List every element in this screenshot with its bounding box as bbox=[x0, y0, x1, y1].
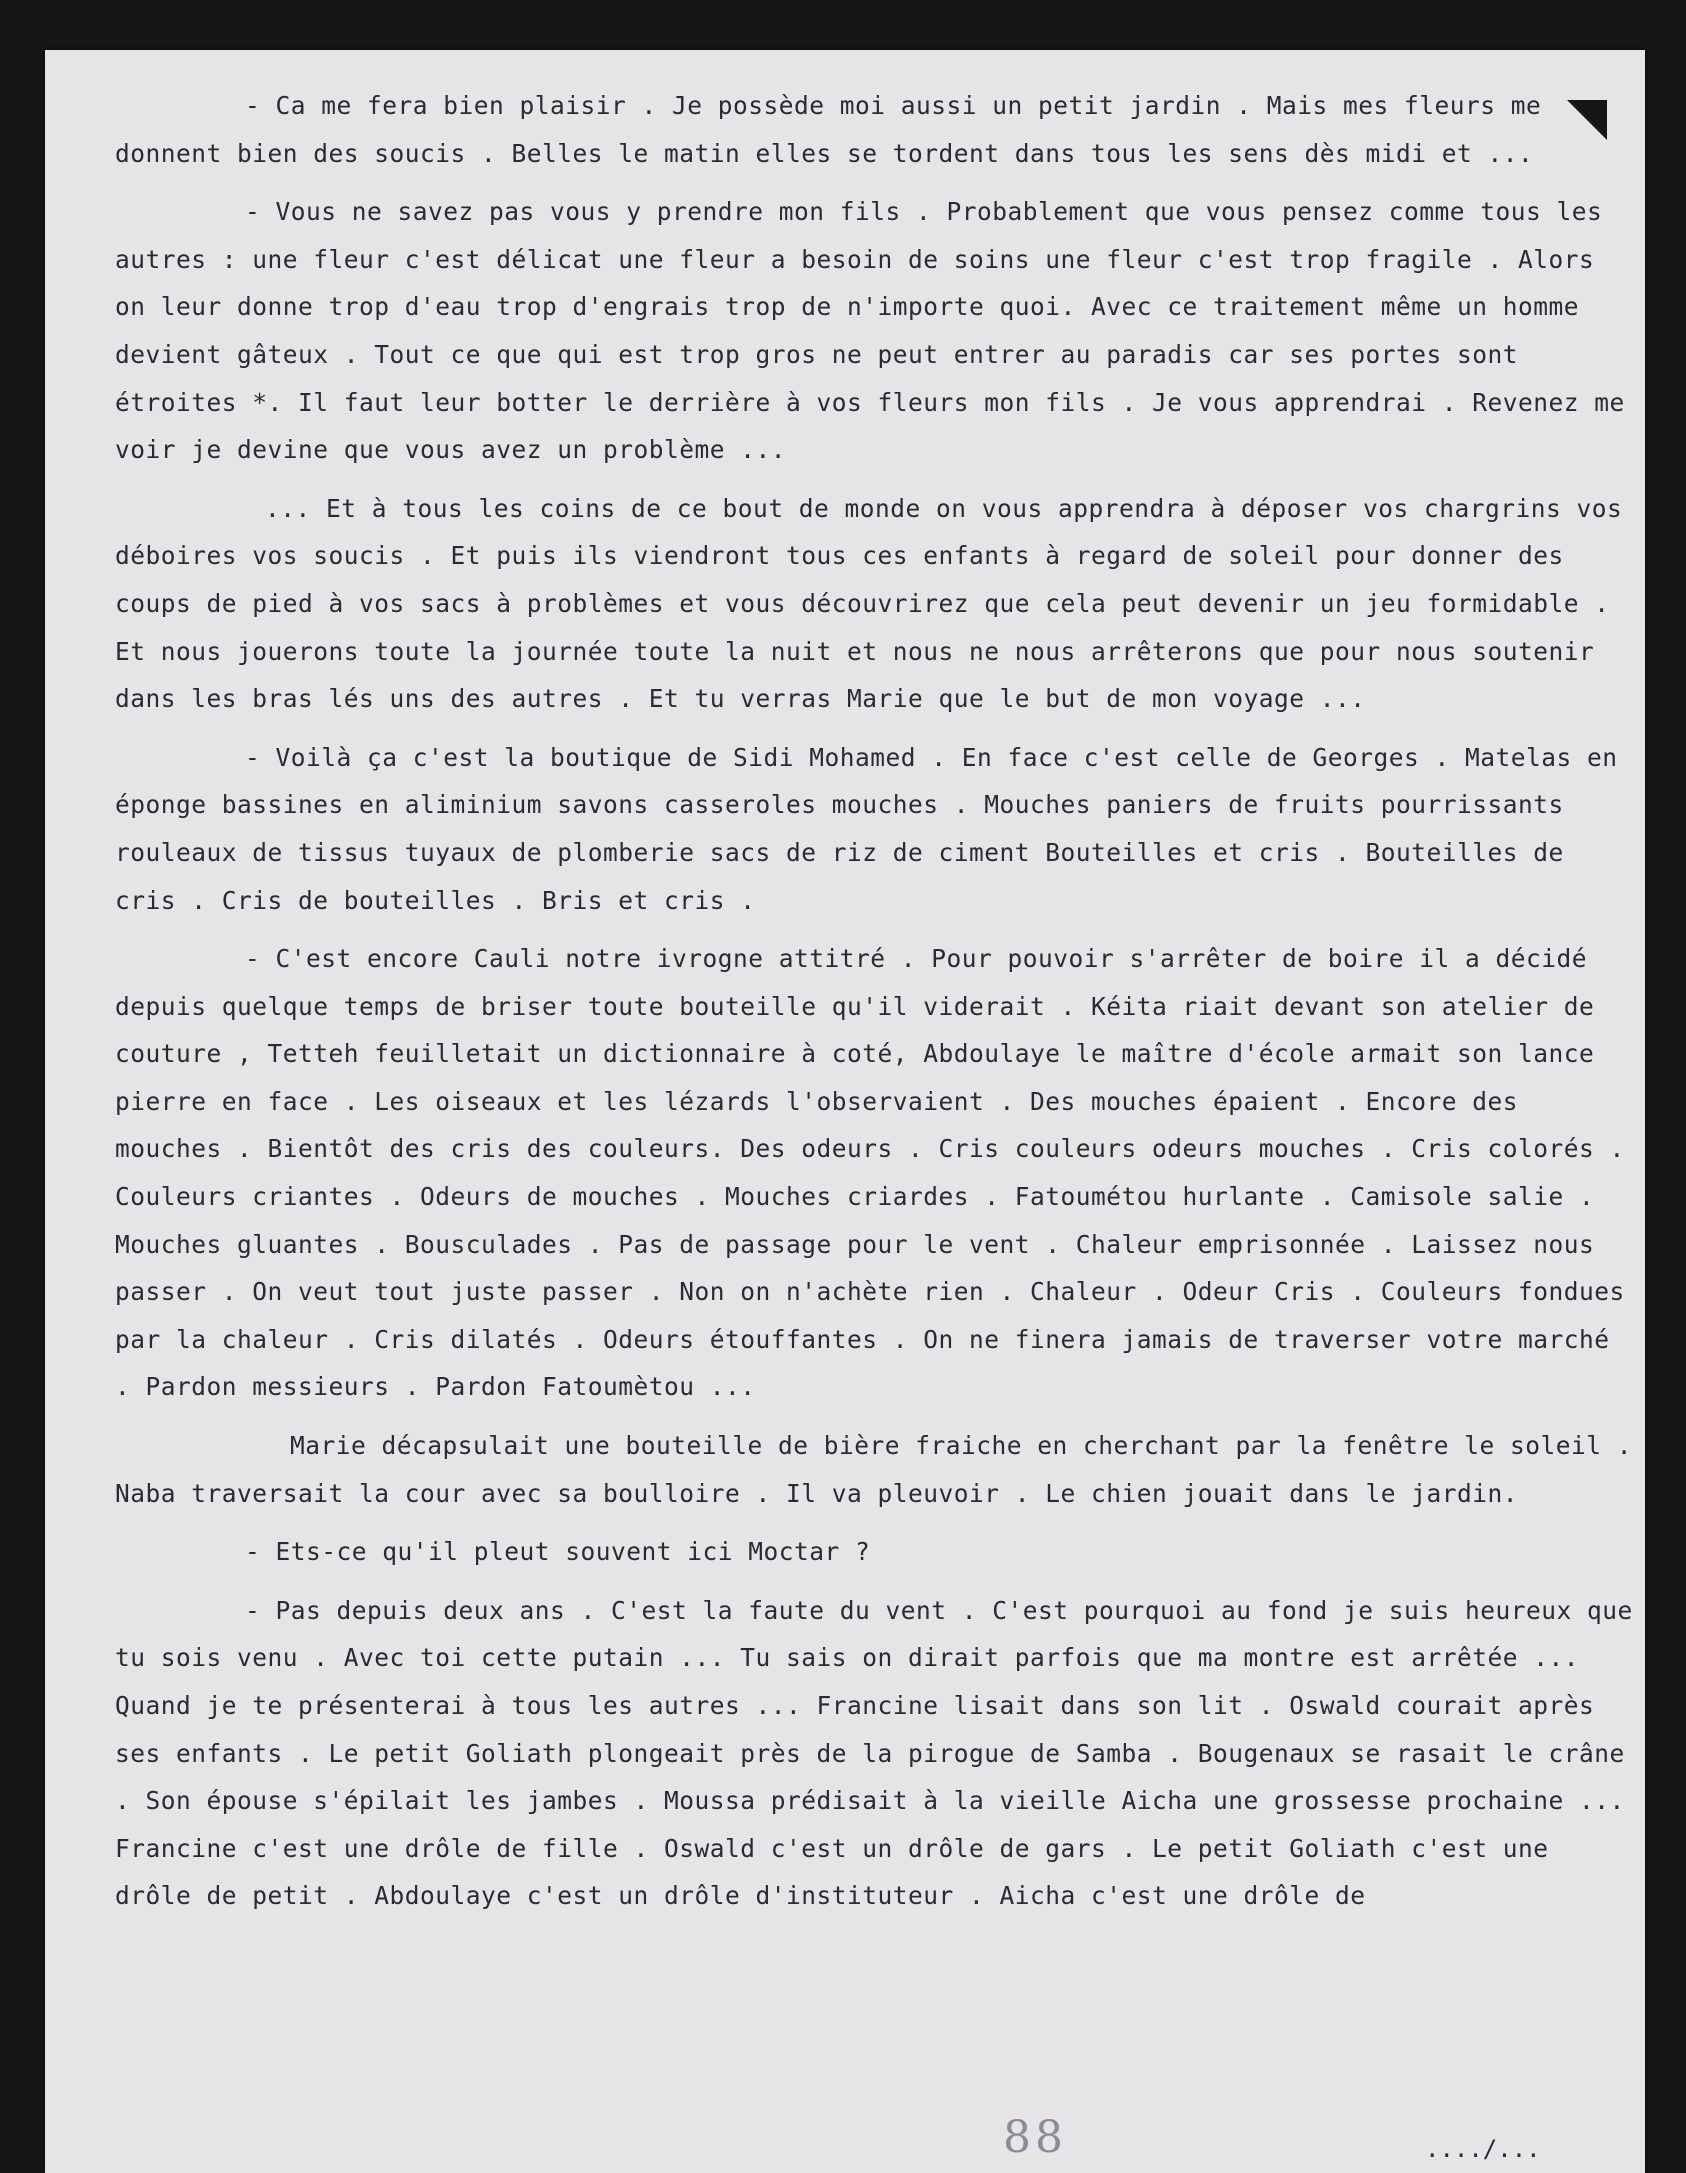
paragraph-flowers-advice: - Vous ne savez pas vous y prendre mon fils . Probablement que vous pensez comme tous les autres : une fleur c'est délicat une fleur a besoin de soins une fleur c'est trop fragile . Alors on leur donne trop d'eau trop d'engrais trop de n'importe quoi. Avec ce traitement même un homme devient gâteux . Tout ce que qui est trop gros ne peut entrer au paradis car ses portes sont étroites *. Il faut leur botter le derrière à vos fleurs mon fils . Je vous apprendrai . Revenez me voir je devine que vous avez un problème ... bbox=[115, 197, 1625, 465]
paragraph-marie-beer: Marie décapsulait une bouteille de bière fraiche en cherchant par la fenêtre le soleil . Naba traversait la cour avec sa boulloire . Il va pleuvoir . Le chien jouait dans le jardin. bbox=[115, 1431, 1633, 1508]
paragraph-rain-question: - Ets-ce qu'il pleut souvent ici Moctar ? bbox=[245, 1537, 871, 1567]
page-number: 88 bbox=[1003, 2112, 1067, 2163]
paragraph-market-crowd: - C'est encore Cauli notre ivrogne attitré . Pour pouvoir s'arrêter de boire il a décidé depuis quelque temps de briser toute bouteille qu'il viderait . Kéita riait devant son atelier de couture , Tetteh feuilletait un dictionnaire à coté, Abdoulaye le maître d'école armait son lance pierre en face . Les oiseaux et les lézards l'observaient . Des mouches épaient . Encore des mouches . Bientôt des cris des couleurs. Des odeurs . Cris couleurs odeurs mouches . Cris colorés . Couleurs criantes . Odeurs de mouches . Mouches criardes . Fatoumétou hurlante . Camisole salie . Mouches gluantes . Bousculades . Pas de passage pour le vent . Chaleur emprisonnée . Laissez nous passer . On veut tout juste passer . Non on n'achète rien . Chaleur . Odeur Cris . Couleurs fondues par la chaleur . Cris dilatés . Odeurs étouffantes . On ne finera jamais de traverser votre marché . Pardon messieurs . Pardon Fatoumètou ... bbox=[115, 944, 1625, 1402]
paragraph-garden-reply: - Ca me fera bien plaisir . Je possède moi aussi un petit jardin . Mais mes fleurs me donnent bien des soucis . Belles le matin elles se tordent dans tous les sens dès midi et ... bbox=[115, 91, 1542, 168]
paragraph-moctar-reply: - Pas depuis deux ans . C'est la faute du vent . C'est pourquoi au fond je suis heureux que tu sois venu . Avec toi cette putain ... Tu sais on dirait parfois que ma montre est arrêtée ... Quand je te présenterai à tous les autres ... Francine lisait dans son lit . Oswald courait après ses enfants . Le petit Goliath plongeait près de la pirogue de Samba . Bougenaux se rasait le crâne . Son épouse s'épilait les jambes . Moussa prédisait à la vieille Aicha une grossesse prochaine ... Francine c'est une drôle de fille . Oswald c'est un drôle de gars . Le petit Goliath c'est une drôle de petit . Abdoulaye c'est un drôle d'instituteur . Aicha c'est une drôle de bbox=[115, 1595, 1633, 1911]
page-body bbox=[115, 82, 1640, 1931]
paragraph-children-game: ... Et à tous les coins de ce bout de monde on vous apprendra à déposer vos chargrins vos déboires vos soucis . Et puis ils viendront tous ces enfants à regard de soleil pour donner des coups de pied à vos sacs à problèmes et vous découvrirez que cela peut devenir un jeu formidable . Et nous jouerons toute la journée toute la nuit et nous ne nous arrêterons que pour nous soutenir dans les bras lés uns des autres . Et tu verras Marie que le but de mon voyage ... bbox=[115, 493, 1623, 714]
paragraph-market-shops: - Voilà ça c'est la boutique de Sidi Mohamed . En face c'est celle de Georges . Matelas en éponge bassines en aliminium savons casseroles mouches . Mouches paniers de fruits pourrissants rouleaux de tissus tuyaux de plomberie sacs de riz de ciment Bouteilles et cris . Bouteilles de cris . Cris de bouteilles . Bris et cris . bbox=[115, 742, 1618, 915]
continuation-marker: ..../... bbox=[1425, 2135, 1541, 2163]
